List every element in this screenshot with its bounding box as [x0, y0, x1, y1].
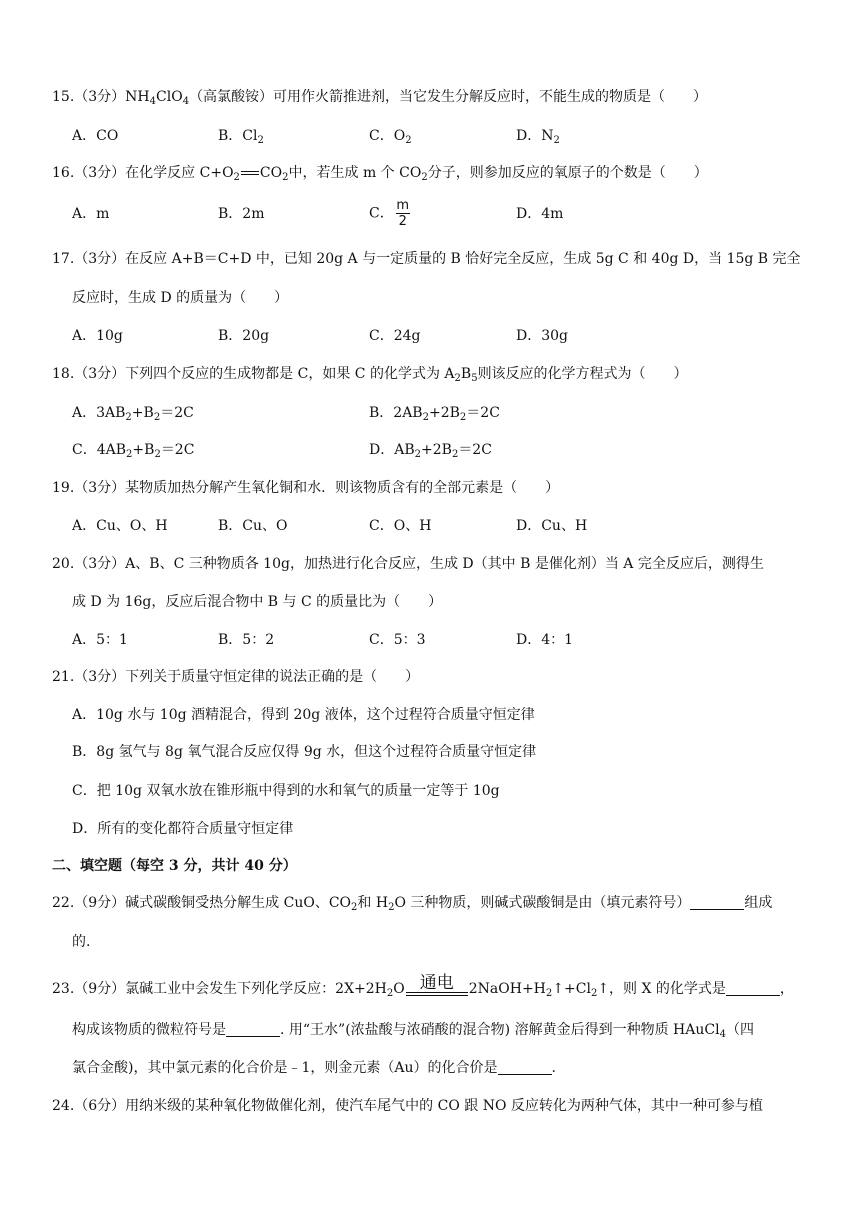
question-23-cont2: 氯合金酸)，其中氯元素的化合价是﹣1，则金元素（Au）的化合价是 .	[72, 1060, 556, 1076]
q15-option-d: D．$N_2$	[516, 128, 560, 146]
question-20: 20.（3分）A、B、C 三种物质各 10g，加热进行化合反应，生成 D（其中 B 是催化剂）当 A 完全反应后，测得生	[52, 556, 764, 572]
question-23-cont: 构成该物质的微粒符号是 . 用“王水”(浓盐酸与浓硝酸的混合物) 溶解黄金后得到一种物质 HAuCl$_4$（四	[72, 1022, 754, 1040]
q16-option-b: B．2m	[218, 206, 265, 222]
question-17-cont: 反应时，生成 D 的质量为（ ）	[72, 290, 289, 306]
q15-option-b: B．$Cl_2$	[218, 128, 264, 146]
question-16: 16.（3分）在化学反应 $C+O_2$ $CO_2$中，若生成 m 个 $CO_2$分子，则参加反应的氧原子的个数是（ ）	[52, 165, 708, 183]
q16-option-c: C． $\frac{m}{2}$	[369, 198, 410, 229]
q21-option-b: B．8g 氢气与 8g 氧气混合反应仅得 9g 水，但这个过程符合质量守恒定律	[72, 744, 537, 760]
q15-option-a: A．CO	[72, 128, 119, 144]
fraction: $\frac{m}{2}$	[396, 198, 410, 229]
q18-option-c: C．$4AB_2+B_2=2C$	[72, 442, 195, 460]
q19-option-b: B．Cu、O	[218, 518, 288, 534]
q18-option-b: B．$2AB_2+2B_2=2C$	[369, 405, 500, 423]
question-18: 18.（3分）下列四个反应的生成物都是 C，如果 C 的化学式为 $A_2B_5$则该反应的化学方程式为（ ）	[52, 366, 688, 384]
answer-blank[interactable]	[498, 1060, 552, 1075]
answer-blank[interactable]	[726, 981, 780, 996]
answer-blank[interactable]	[226, 1022, 280, 1037]
q18-option-a: A．$3AB_2+B_2=2C$	[72, 405, 194, 423]
q15-text: 15.（3分）NH	[52, 89, 150, 105]
q16-option-d: D．4m	[516, 206, 564, 222]
question-23: 23.（9分）氯碱工业中会发生下列化学反应：$2X+2H_2O$ 通电 $2NaOH+H_2↑+Cl_2↑$，则 X 的化学式是 ，	[52, 973, 794, 999]
question-15	[52, 88, 707, 106]
q19-option-d: D．Cu、H	[516, 518, 588, 534]
q15-sub: 4	[182, 96, 190, 107]
q20-option-d: D．4：1	[516, 632, 574, 648]
q20-option-c: C．5：3	[369, 632, 426, 648]
equals-sign	[241, 171, 259, 175]
q17-option-c: C．24g	[369, 328, 421, 344]
q17-option-d: D．30g	[516, 328, 569, 344]
q19-option-a: A．Cu、O、H	[72, 518, 168, 534]
q20-option-a: A．5：1	[72, 632, 128, 648]
q17-option-b: B．20g	[218, 328, 270, 344]
question-22: 22.（9分）碱式碳酸铜受热分解生成 CuO、$CO_2$和 $H_2O$ 三种物质，则碱式碳酸铜是由（填元素符号） 组成	[52, 895, 773, 913]
q15-option-c: C．$O_2$	[369, 128, 412, 146]
q15-sub: 4	[149, 96, 157, 107]
q19-option-c: C．O、H	[369, 518, 432, 534]
question-21: 21.（3分）下列关于质量守恒定律的说法正确的是（ ）	[52, 669, 420, 685]
q21-option-d: D．所有的变化都符合质量守恒定律	[72, 821, 294, 837]
q15-text: （高氯酸铵）可用作火箭推进剂，当它发生分解反应时，不能生成的物质是（ ）	[189, 89, 708, 105]
q21-option-a: A．10g 水与 10g 酒精混合，得到 20g 液体，这个过程符合质量守恒定律	[72, 707, 535, 723]
section-heading: 二、填空题（每空 3 分，共计 40 分）	[52, 858, 297, 874]
q21-option-c: C．把 10g 双氧水放在锥形瓶中得到的水和氧气的质量一定等于 10g	[72, 783, 500, 799]
question-17: 17.（3分）在反应 A+B＝C+D 中，已知 20g A 与一定质量的 B 恰好完全反应，生成 5g C 和 40g D，当 15g B 完全	[52, 251, 801, 267]
q20-option-b: B．5：2	[218, 632, 275, 648]
q16-option-a: A．m	[72, 206, 110, 222]
q17-option-a: A．10g	[72, 328, 123, 344]
question-19: 19.（3分）某物质加热分解产生氧化铜和水．则该物质含有的全部元素是（ ）	[52, 480, 560, 496]
electrolysis-condition: 通电	[406, 974, 468, 996]
q18-option-d: D．$AB_2+2B_2=2C$	[369, 442, 492, 460]
q15-text: ClO	[156, 89, 183, 105]
question-24: 24.（6分）用纳米级的某种氧化物做催化剂，使汽车尾气中的 CO 跟 NO 反应转化为两种气体，其中一种可参与植	[52, 1098, 763, 1114]
question-20-cont: 成 D 为 16g，反应后混合物中 B 与 C 的质量比为（ ）	[72, 594, 443, 610]
answer-blank[interactable]	[690, 895, 744, 910]
question-22-cont: 的.	[72, 934, 91, 950]
